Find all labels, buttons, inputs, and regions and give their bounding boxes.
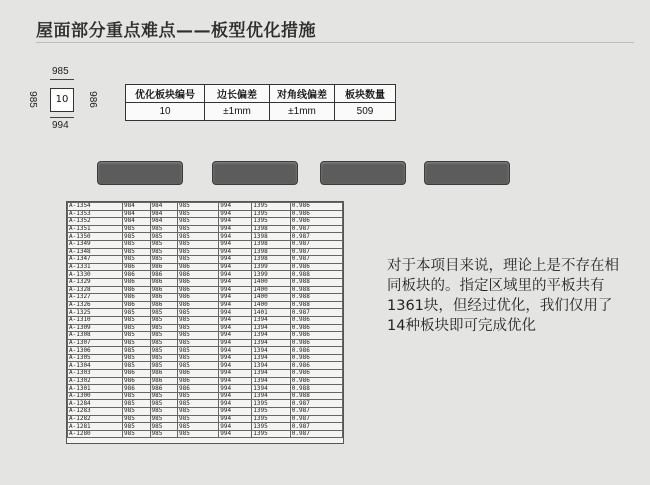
table-row	[68, 430, 343, 438]
table-cell: 994	[219, 392, 252, 400]
table-cell: 986	[123, 385, 151, 393]
table-cell: A-1325	[68, 309, 123, 317]
table-cell: 994	[219, 301, 252, 309]
table-cell: 985	[123, 248, 151, 256]
table-row	[68, 400, 343, 408]
table-cell: 0.987	[290, 240, 342, 248]
table-cell: 985	[150, 362, 178, 370]
table-row	[68, 271, 343, 279]
table-cell: 1394	[252, 370, 291, 378]
table-cell: 986	[150, 301, 178, 309]
table-cell: 1395	[252, 203, 291, 211]
spec-header: 边长偏差	[205, 85, 270, 103]
table-cell: 984	[150, 203, 178, 211]
table-cell: 985	[178, 225, 219, 233]
table-cell: 994	[219, 271, 252, 279]
table-cell: 1400	[252, 278, 291, 286]
table-cell: 994	[219, 339, 252, 347]
table-cell: 0.987	[290, 408, 342, 416]
table-cell: 986	[123, 278, 151, 286]
table-row	[68, 415, 343, 423]
table-cell: 986	[123, 377, 151, 385]
table-cell: 994	[219, 423, 252, 431]
spec-header: 板块数量	[335, 85, 396, 103]
dim-bottom-label: 994	[52, 120, 69, 131]
table-cell: A-1330	[68, 271, 123, 279]
table-cell: 0.987	[290, 225, 342, 233]
table-cell: 985	[123, 400, 151, 408]
table-cell: 985	[150, 248, 178, 256]
table-cell: 985	[178, 218, 219, 226]
table-cell: 985	[150, 240, 178, 248]
table-cell: 994	[219, 377, 252, 385]
table-cell: 1394	[252, 332, 291, 340]
table-cell: 1395	[252, 415, 291, 423]
table-cell: 985	[150, 332, 178, 340]
nav-button-4[interactable]	[424, 161, 510, 185]
table-cell: A-1310	[68, 316, 123, 324]
table-cell: 1398	[252, 256, 291, 264]
table-cell: 986	[178, 301, 219, 309]
table-cell: 984	[123, 203, 151, 211]
panel-data-table	[66, 201, 344, 444]
explanation-text: 对于本项目来说，理论上是不存在相同板块的。指定区域里的平板共有1361块，但经过优化，我们仅用了14种板块即可完成优化	[387, 258, 619, 334]
table-cell: 985	[178, 354, 219, 362]
table-cell: 986	[123, 301, 151, 309]
table-row	[68, 362, 343, 370]
spec-header-row	[126, 85, 396, 103]
table-cell: 986	[178, 263, 219, 271]
table-cell: A-1349	[68, 240, 123, 248]
table-cell: 984	[150, 210, 178, 218]
table-cell: 0.988	[290, 278, 342, 286]
table-cell: 994	[219, 248, 252, 256]
spec-cell: ±1mm	[205, 103, 270, 121]
table-cell: 985	[123, 316, 151, 324]
table-cell: 994	[219, 347, 252, 355]
spec-header: 对角线偏差	[270, 85, 335, 103]
table-cell: 986	[123, 263, 151, 271]
table-cell: A-1303	[68, 370, 123, 378]
spec-table	[125, 84, 396, 121]
table-row	[68, 347, 343, 355]
table-cell: 0.987	[290, 415, 342, 423]
table-cell: 0.987	[290, 256, 342, 264]
table-cell: 985	[178, 309, 219, 317]
table-cell: 985	[178, 400, 219, 408]
table-cell: 985	[123, 354, 151, 362]
table-row	[68, 332, 343, 340]
table-cell: 986	[178, 286, 219, 294]
table-cell: 0.988	[290, 385, 342, 393]
table-cell: A-1300	[68, 392, 123, 400]
table-row	[68, 218, 343, 226]
table-row	[68, 339, 343, 347]
table-cell: 985	[123, 339, 151, 347]
table-cell: 985	[123, 240, 151, 248]
table-row	[68, 210, 343, 218]
table-cell: 986	[150, 370, 178, 378]
table-row	[68, 225, 343, 233]
table-cell: 985	[123, 332, 151, 340]
panel-dimension-diagram	[26, 64, 120, 138]
table-cell: A-1354	[68, 203, 123, 211]
spec-value-row	[126, 103, 396, 121]
table-cell: A-1351	[68, 225, 123, 233]
table-cell: 994	[219, 210, 252, 218]
table-cell: 0.988	[290, 392, 342, 400]
table-cell: 0.986	[290, 347, 342, 355]
table-cell: 994	[219, 278, 252, 286]
table-cell: 994	[219, 332, 252, 340]
table-cell: 994	[219, 233, 252, 241]
table-cell: 985	[178, 332, 219, 340]
table-cell: 1400	[252, 294, 291, 302]
table-cell: 985	[178, 248, 219, 256]
table-row	[68, 354, 343, 362]
table-cell: 1394	[252, 339, 291, 347]
table-cell: 986	[178, 377, 219, 385]
dim-top-label: 985	[52, 66, 69, 77]
table-cell: A-1304	[68, 362, 123, 370]
table-cell: 985	[178, 392, 219, 400]
table-cell: 986	[123, 271, 151, 279]
table-cell: 994	[219, 256, 252, 264]
spec-header: 优化板块编号	[126, 85, 205, 103]
table-cell: 0.987	[290, 423, 342, 431]
table-cell: 986	[150, 294, 178, 302]
table-cell: 985	[150, 339, 178, 347]
table-row	[68, 294, 343, 302]
table-cell: A-1350	[68, 233, 123, 241]
table-cell: 1395	[252, 430, 291, 438]
nav-button-1[interactable]	[97, 161, 183, 185]
table-cell: 994	[219, 354, 252, 362]
table-row	[68, 248, 343, 256]
table-cell: 985	[178, 256, 219, 264]
table-cell: 1394	[252, 324, 291, 332]
table-cell: 0.988	[290, 271, 342, 279]
table-cell: 985	[178, 415, 219, 423]
table-cell: A-1284	[68, 400, 123, 408]
spec-cell: 10	[126, 103, 205, 121]
table-cell: 985	[123, 256, 151, 264]
title-divider	[36, 42, 634, 43]
table-cell: 985	[178, 362, 219, 370]
dim-left-label: 985	[26, 91, 38, 108]
table-cell: 985	[123, 362, 151, 370]
table-cell: 985	[150, 347, 178, 355]
table-cell: 986	[150, 263, 178, 271]
table-cell: A-1328	[68, 286, 123, 294]
spec-cell: ±1mm	[270, 103, 335, 121]
table-cell: A-1306	[68, 347, 123, 355]
table-cell: 985	[123, 324, 151, 332]
table-row	[68, 408, 343, 416]
table-cell: 986	[150, 278, 178, 286]
table-cell: 1394	[252, 362, 291, 370]
table-cell: 0.987	[290, 233, 342, 241]
table-row	[68, 392, 343, 400]
table-cell: 1399	[252, 271, 291, 279]
table-row	[68, 240, 343, 248]
table-cell: 985	[123, 392, 151, 400]
panel-square: 10	[50, 88, 74, 112]
table-cell: 0.986	[290, 203, 342, 211]
table-cell: 1400	[252, 301, 291, 309]
table-cell: 994	[219, 324, 252, 332]
table-cell: 1395	[252, 218, 291, 226]
table-cell: 985	[123, 347, 151, 355]
table-cell: 0.986	[290, 210, 342, 218]
table-cell: 985	[150, 415, 178, 423]
table-row	[68, 256, 343, 264]
table-cell: 0.986	[290, 377, 342, 385]
table-cell: 0.988	[290, 301, 342, 309]
table-cell: 986	[123, 294, 151, 302]
table-cell: 994	[219, 309, 252, 317]
table-cell: 0.987	[290, 400, 342, 408]
table-cell: A-1352	[68, 218, 123, 226]
table-cell: A-1329	[68, 278, 123, 286]
table-cell: 0.986	[290, 370, 342, 378]
table-cell: 994	[219, 370, 252, 378]
nav-button-3[interactable]	[320, 161, 406, 185]
table-cell: 0.986	[290, 362, 342, 370]
table-cell: 1395	[252, 400, 291, 408]
table-cell: 1395	[252, 423, 291, 431]
table-cell: 985	[178, 210, 219, 218]
table-cell: A-1309	[68, 324, 123, 332]
table-cell: 986	[123, 370, 151, 378]
table-cell: 1394	[252, 347, 291, 355]
table-cell: 994	[219, 415, 252, 423]
table-row	[68, 309, 343, 317]
table-cell: A-1307	[68, 339, 123, 347]
table-cell: 994	[219, 203, 252, 211]
table-row	[68, 324, 343, 332]
table-row	[68, 370, 343, 378]
table-cell: 985	[178, 339, 219, 347]
table-cell: A-1280	[68, 430, 123, 438]
table-cell: 1398	[252, 240, 291, 248]
table-cell: 0.987	[290, 430, 342, 438]
table-cell: 985	[178, 233, 219, 241]
table-cell: 994	[219, 362, 252, 370]
table-cell: A-1347	[68, 256, 123, 264]
table-cell: 985	[123, 309, 151, 317]
table-cell: 984	[123, 210, 151, 218]
table-cell: 986	[150, 271, 178, 279]
table-cell: 0.988	[290, 294, 342, 302]
table-cell: 1400	[252, 286, 291, 294]
table-cell: A-1281	[68, 423, 123, 431]
table-row	[68, 263, 343, 271]
table-row	[68, 385, 343, 393]
table-cell: A-1282	[68, 415, 123, 423]
table-row	[68, 233, 343, 241]
table-cell: 985	[178, 203, 219, 211]
table-cell: 994	[219, 408, 252, 416]
table-cell: 985	[123, 415, 151, 423]
table-cell: A-1283	[68, 408, 123, 416]
table-cell: 994	[219, 240, 252, 248]
table-cell: A-1326	[68, 301, 123, 309]
table-cell: 985	[178, 408, 219, 416]
table-cell: 986	[178, 271, 219, 279]
table-cell: 985	[150, 316, 178, 324]
table-cell: 985	[123, 225, 151, 233]
table-cell: 994	[219, 294, 252, 302]
table-cell: 1398	[252, 233, 291, 241]
table-cell: 985	[150, 233, 178, 241]
table-row	[68, 316, 343, 324]
table-cell: 985	[150, 430, 178, 438]
table-cell: 986	[123, 286, 151, 294]
table-cell: 985	[150, 408, 178, 416]
table-cell: 985	[150, 309, 178, 317]
table-cell: 985	[150, 324, 178, 332]
table-cell: 1398	[252, 248, 291, 256]
table-cell: 984	[123, 218, 151, 226]
table-cell: 1395	[252, 210, 291, 218]
table-row	[68, 203, 343, 211]
table-cell: 986	[178, 294, 219, 302]
table-cell: 986	[178, 278, 219, 286]
table-cell: 985	[123, 408, 151, 416]
table-cell: 985	[123, 423, 151, 431]
table-cell: 984	[150, 218, 178, 226]
table-cell: 986	[178, 370, 219, 378]
table-cell: 985	[123, 430, 151, 438]
table-cell: A-1301	[68, 385, 123, 393]
table-cell: 1395	[252, 408, 291, 416]
table-cell: 0.988	[290, 286, 342, 294]
table-cell: 985	[150, 256, 178, 264]
table-cell: 1394	[252, 385, 291, 393]
table-row	[68, 423, 343, 431]
dim-top-line	[50, 79, 74, 80]
table-cell: 985	[150, 354, 178, 362]
table-cell: 986	[150, 377, 178, 385]
table-cell: 985	[178, 324, 219, 332]
table-cell: 985	[150, 423, 178, 431]
spec-cell: 509	[335, 103, 396, 121]
table-cell: 0.986	[290, 354, 342, 362]
table-cell: A-1305	[68, 354, 123, 362]
table-row	[68, 301, 343, 309]
nav-button-2[interactable]	[212, 161, 298, 185]
table-cell: 0.986	[290, 339, 342, 347]
table-cell: 994	[219, 263, 252, 271]
table-cell: 994	[219, 400, 252, 408]
table-cell: A-1348	[68, 248, 123, 256]
table-cell: A-1327	[68, 294, 123, 302]
table-cell: 985	[178, 423, 219, 431]
table-cell: 0.986	[290, 324, 342, 332]
table-cell: 985	[178, 240, 219, 248]
table-cell: 0.986	[290, 263, 342, 271]
table-cell: A-1308	[68, 332, 123, 340]
table-cell: 0.987	[290, 309, 342, 317]
dim-right-label: 986	[86, 91, 98, 108]
table-cell: 1394	[252, 354, 291, 362]
table-cell: 985	[150, 225, 178, 233]
table-cell: 0.986	[290, 316, 342, 324]
table-cell: 986	[178, 385, 219, 393]
table-cell: 1401	[252, 309, 291, 317]
table-cell: 994	[219, 225, 252, 233]
table-cell: A-1302	[68, 377, 123, 385]
table-row	[68, 286, 343, 294]
table-cell: 994	[219, 286, 252, 294]
dim-bottom-line	[50, 117, 74, 118]
table-cell: 1399	[252, 263, 291, 271]
table-cell: 985	[150, 392, 178, 400]
table-cell: 0.987	[290, 248, 342, 256]
table-cell: 986	[150, 286, 178, 294]
table-cell: 994	[219, 385, 252, 393]
table-cell: 1394	[252, 377, 291, 385]
table-cell: 0.986	[290, 218, 342, 226]
table-cell: 986	[150, 385, 178, 393]
table-cell: A-1353	[68, 210, 123, 218]
table-cell: 985	[123, 233, 151, 241]
table-row	[68, 377, 343, 385]
table-cell: A-1331	[68, 263, 123, 271]
table-cell: 1394	[252, 316, 291, 324]
table-cell: 985	[178, 316, 219, 324]
table-cell: 1394	[252, 392, 291, 400]
table-cell: 985	[178, 430, 219, 438]
page-title: 屋面部分重点难点——板型优化措施	[36, 21, 316, 41]
table-cell: 994	[219, 218, 252, 226]
table-cell: 985	[150, 400, 178, 408]
table-cell: 1398	[252, 225, 291, 233]
table-cell: 994	[219, 316, 252, 324]
table-cell: 994	[219, 430, 252, 438]
table-cell: 0.986	[290, 332, 342, 340]
table-cell: 985	[178, 347, 219, 355]
table-row	[68, 278, 343, 286]
